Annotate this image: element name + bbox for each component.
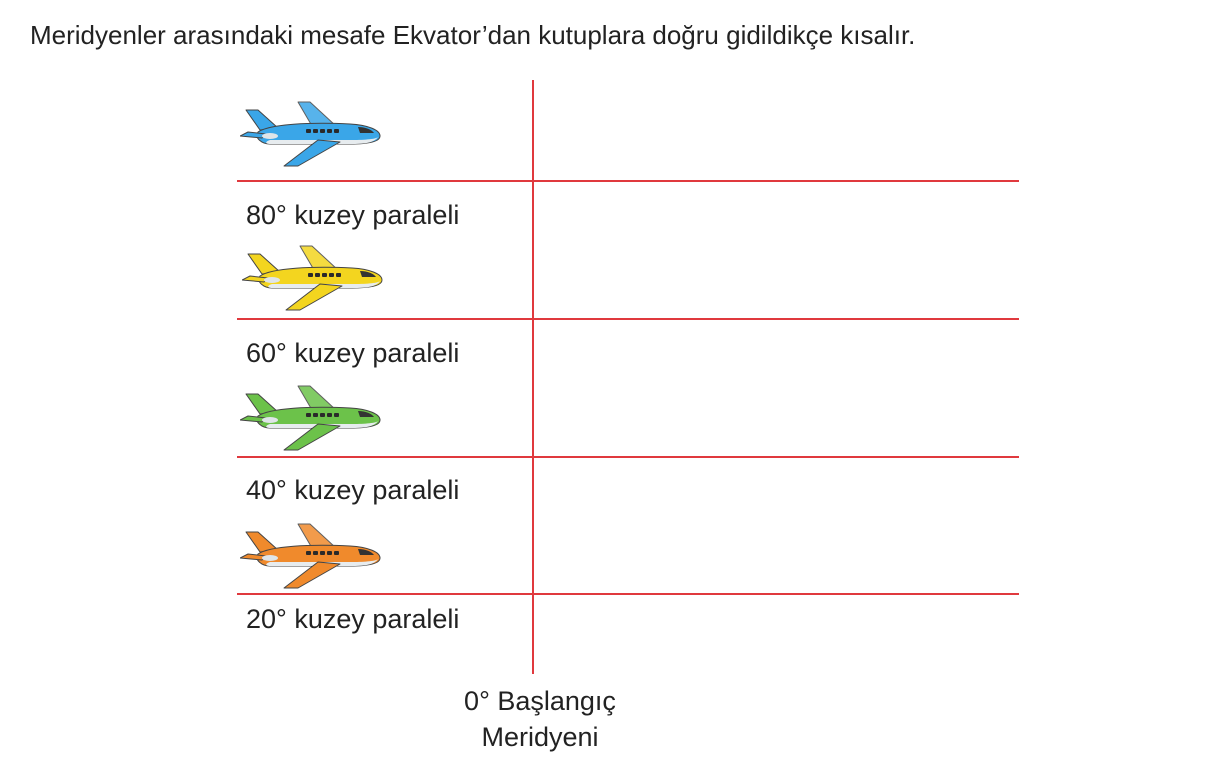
parallel-label-80: 80° kuzey paraleli (246, 200, 460, 230)
prime-meridian-label (420, 683, 660, 755)
parallel-label-60: 60° kuzey paraleli (246, 338, 460, 368)
parallel-label-20: 20° kuzey paraleli (246, 604, 460, 634)
parallel-line-40 (237, 456, 1019, 458)
prime-meridian-label-line1: 0° Başlangıç (464, 686, 616, 716)
prime-meridian-line (532, 80, 534, 674)
green-airplane-icon (240, 380, 384, 452)
parallel-line-20 (237, 593, 1019, 595)
orange-airplane-icon (240, 518, 384, 590)
prime-meridian-label-line2: Meridyeni (481, 722, 599, 752)
parallel-line-60 (237, 318, 1019, 320)
parallel-label-40: 40° kuzey paraleli (246, 475, 460, 505)
yellow-airplane-icon (242, 240, 386, 312)
statement-text: Meridyenler arasındaki mesafe Ekvator’dan kutuplara doğru gidildikçe kısalır. (30, 20, 916, 50)
blue-airplane-icon (240, 96, 384, 168)
parallel-line-80 (237, 180, 1019, 182)
